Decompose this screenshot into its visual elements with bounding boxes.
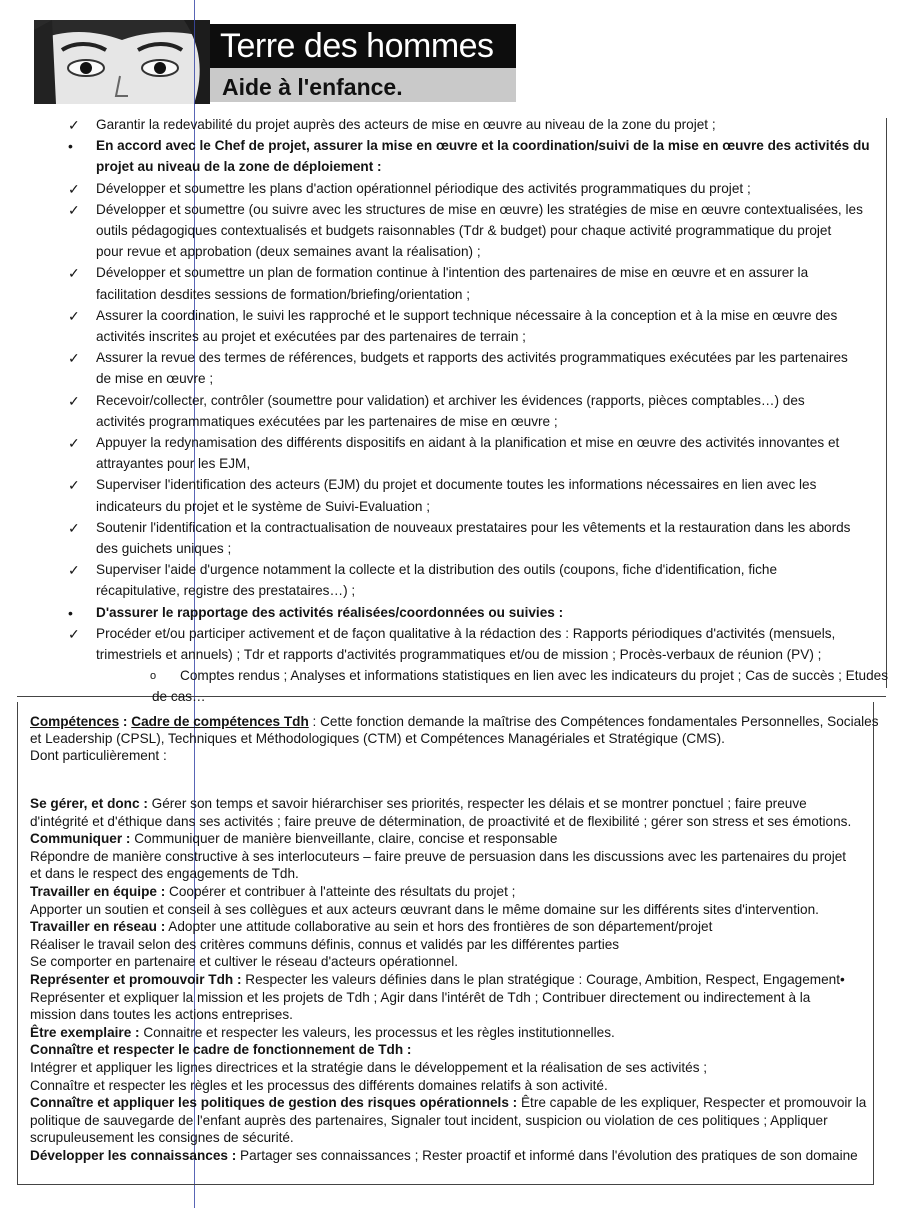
list-item-line: projet au niveau de la zone de déploiement :: [96, 159, 382, 175]
competences-label: Compétences: [30, 714, 120, 729]
competence-item: [30, 1147, 858, 1164]
list-item-line: En accord avec le Chef de projet, assurer la mise en œuvre et la coordination/suivi de la mise en œuvre des activités du: [96, 138, 870, 154]
list-item-line: Assurer la revue des termes de références, budgets et rapports des activités programmatiques exécutées par les partenaires: [96, 350, 848, 366]
list-item-line: Appuyer la redynamisation des différents dispositifs en aidant à la planification et mise en œuvre des activités innovantes et: [96, 435, 840, 450]
competence-text: Gérer son temps et savoir hiérarchiser ses priorités, respecter les délais et se montrer ponctuel ; faire preuve: [147, 796, 807, 811]
competence-item: [30, 1094, 866, 1111]
checkmark-icon: ✓: [68, 625, 80, 642]
list-item-line: Développer et soumettre (ou suivre avec les structures de mise en œuvre) les stratégies de mise en œuvre contextualisées, les: [96, 201, 863, 217]
org-subtitle-banner: [210, 68, 516, 102]
checkmark-icon: ✓: [68, 477, 80, 494]
bullet-icon: •: [68, 138, 73, 155]
face-photo-icon: [34, 20, 210, 104]
section1-right-border: [886, 118, 887, 688]
checkmark-icon: ✓: [68, 117, 80, 133]
checkmark-icon: ✓: [68, 392, 80, 409]
competences-intro: [30, 713, 879, 730]
competence-item: [30, 795, 807, 812]
competence-text-line: d'intégrité et d'éthique dans ses activités ; faire preuve de détermination, de proactivité et de flexibilité ; gérer son stress et ses émotions.: [30, 813, 852, 829]
competence-text-line: Apporter un soutien et conseil à ses collègues et aux acteurs œuvrant dans le même domaine sur les différents sites d'intervention.: [30, 901, 819, 917]
list-item-line: facilitation desdites sessions de formation/briefing/orientation ;: [96, 286, 471, 302]
competence-text: Coopérer et contribuer à l'atteinte des résultats du projet ;: [165, 884, 516, 899]
list-item-line: outils pédagogiques contextualisés et budgets raisonnables (Tdr & budget) pour chaque activité programmatique du projet: [96, 223, 832, 238]
list-item-line: de cas…: [152, 689, 206, 705]
list-item-line: des guichets uniques ;: [96, 541, 232, 556]
competence-item: [30, 883, 515, 900]
checkmark-icon: ✓: [68, 201, 80, 218]
list-item-line: Recevoir/collecter, contrôler (soumettre pour validation) et archiver les évidences (rapports, pièces comptables…) des: [96, 392, 805, 408]
list-item-line: Comptes rendus ; Analyses et informations statistiques en lien avec les indicateurs du projet ; Cas de succès ; Etudes: [180, 668, 888, 684]
competence-text: Communiquer de manière bienveillante, claire, concise et responsable: [130, 831, 558, 847]
competences-intro-line2: et Leadership (CPSL), Techniques et Méthodologiques (CTM) et Compétences Managériales et Stratégique (CMS).: [30, 731, 725, 746]
list-item-line: indicateurs du projet et le système de Suivi-Evaluation ;: [96, 498, 430, 514]
list-item-line: Soutenir l'identification et la contractualisation de nouveaux prestataires pour les vêtements et la restauration dans les abords: [96, 519, 851, 535]
competences-framework: Cadre de compétences Tdh: [131, 714, 309, 729]
competence-text-line: et dans le respect des engagements de Tdh.: [30, 866, 299, 882]
list-item-line: attrayantes pour les EJM,: [96, 456, 251, 472]
competence-title: Se gérer, et donc :: [30, 796, 148, 811]
competence-title: Travailler en équipe :: [30, 884, 166, 899]
checkmark-icon: ✓: [68, 180, 80, 197]
checkmark-icon: ✓: [68, 307, 80, 324]
competence-item: [30, 918, 712, 935]
competence-text-line: Réaliser le travail selon des critères communs définis, connus et validés par les différentes parties: [30, 936, 620, 952]
competence-text-line: Se comporter en partenaire et cultiver le réseau d'acteurs opérationnel.: [30, 954, 459, 970]
org-title-banner: [210, 24, 516, 68]
competence-title: Développer les connaissances :: [30, 1148, 237, 1163]
competence-text-line: politique de sauvegarde de l'enfant auprès des partenaires, Signaler tout incident, suspicion ou violation de ces politiques ; Appliquer: [30, 1112, 828, 1128]
header-photo: [34, 20, 210, 104]
list-item-line: D'assurer le rapportage des activités réalisées/coordonnées ou suivies :: [96, 604, 564, 620]
list-item-line: Assurer la coordination, le suivi les rapproché et le support technique nécessaire à la conception et à la mise en œuvre des: [96, 307, 838, 323]
competence-title: Être exemplaire :: [30, 1024, 140, 1040]
competences-sep: :: [119, 714, 132, 729]
competence-item: [30, 971, 845, 988]
competence-text: Partager ses connaissances ; Rester proactif et informé dans l'évolution des pratiques de son domaine: [236, 1148, 858, 1163]
competence-text-line: Représenter et expliquer la mission et les projets de Tdh ; Agir dans l'intérêt de Tdh ; Contribuer directement ou indirectement à la: [30, 989, 811, 1005]
list-item-line: de mise en œuvre ;: [96, 371, 214, 387]
list-item-line: activités inscrites au projet et exécutées par des partenaires de terrain ;: [96, 329, 526, 344]
org-subtitle: Aide à l'enfance.: [222, 74, 403, 100]
list-item-line: pour revue et approbation (deux semaines avant la réalisation) ;: [96, 244, 481, 260]
section2-right-border: [873, 702, 874, 1184]
competence-text-line: mission dans toutes les actions entreprises.: [30, 1007, 293, 1023]
checkmark-icon: ✓: [68, 519, 80, 536]
checkmark-icon: ✓: [68, 350, 80, 367]
checkmark-icon: ✓: [68, 562, 80, 579]
list-item-line: Garantir la redevabilité du projet auprès des acteurs de mise en œuvre au niveau de la zone du projet ;: [96, 117, 716, 132]
competence-title: Représenter et promouvoir Tdh :: [30, 972, 242, 987]
checkmark-icon: ✓: [68, 435, 80, 451]
sub-bullet-icon: o: [150, 670, 157, 683]
section-divider: [17, 696, 886, 697]
competence-text: Respecter les valeurs définies dans le plan stratégique : Courage, Ambition, Respect, Engagement•: [241, 972, 845, 987]
competence-text-line: scrupuleusement les consignes de sécurité.: [30, 1130, 294, 1146]
bullet-icon: •: [68, 604, 73, 621]
competences-section: [30, 713, 879, 764]
competence-item: [30, 1024, 615, 1041]
list-item-line: Superviser l'aide d'urgence notamment la collecte et la distribution des outils (coupons, fiche d'identification, fiche: [96, 562, 778, 578]
list-item-line: trimestriels et annuels) ; Tdr et rapports d'activités programmatiques et/ou de mission ; Procès-verbaux de réunion (PV) ;: [96, 647, 822, 662]
competences-intro-text: : Cette fonction demande la maîtrise des Compétences fondamentales Personnelles, Sociales: [308, 714, 879, 729]
list-item-line: récapitulative, registre des prestataires…) ;: [96, 583, 356, 599]
section2-left-border: [17, 702, 18, 1184]
competence-title: Travailler en réseau :: [30, 919, 166, 935]
list-item-line: Développer et soumettre un plan de formation continue à l'intention des partenaires de mise en œuvre et en assurer la: [96, 265, 809, 281]
section2-bottom-border: [17, 1184, 874, 1185]
competence-text: Connaitre et respecter les valeurs, les processus et les règles institutionnelles.: [139, 1024, 615, 1040]
list-item-line: activités programmatiques exécutées par les partenaires de mise en œuvre ;: [96, 413, 558, 429]
competence-title: Connaître et respecter le cadre de fonctionnement de Tdh :: [30, 1042, 412, 1058]
competence-item: [30, 1041, 411, 1058]
checkmark-icon: ✓: [68, 265, 80, 282]
competence-text-line: Connaître et respecter les règles et les processus des différents domaines relatifs à son activité.: [30, 1077, 608, 1093]
competence-title: Connaître et appliquer les politiques de gestion des risques opérationnels :: [30, 1095, 518, 1111]
list-item-line: Développer et soumettre les plans d'action opérationnel périodique des activités programmatiques du projet ;: [96, 180, 751, 196]
list-item-line: Superviser l'identification des acteurs (EJM) du projet et documente toutes les informations nécessaires en lien avec les: [96, 477, 817, 493]
competence-text: Adopter une attitude collaborative au sein et hors des frontières de son département/projet: [165, 919, 713, 935]
org-title: Terre des hommes: [220, 27, 494, 65]
competences-intro-line3: Dont particulièrement :: [30, 748, 167, 763]
competence-text-line: Intégrer et appliquer les lignes directrices et la stratégie dans le développement et la réalisation de ses activités ;: [30, 1060, 708, 1075]
competence-text: Être capable de les expliquer, Respecter et promouvoir la: [517, 1095, 867, 1111]
competence-title: Communiquer :: [30, 831, 131, 847]
list-item-line: Procéder et/ou participer activement et de façon qualitative à la rédaction des : Rapports périodiques d'activités (mensuels,: [96, 625, 836, 641]
competence-item: [30, 830, 557, 847]
competence-text-line: Répondre de manière constructive à ses interlocuteurs – faire preuve de persuasion dans les discussions avec les partenaires du projet: [30, 848, 847, 864]
